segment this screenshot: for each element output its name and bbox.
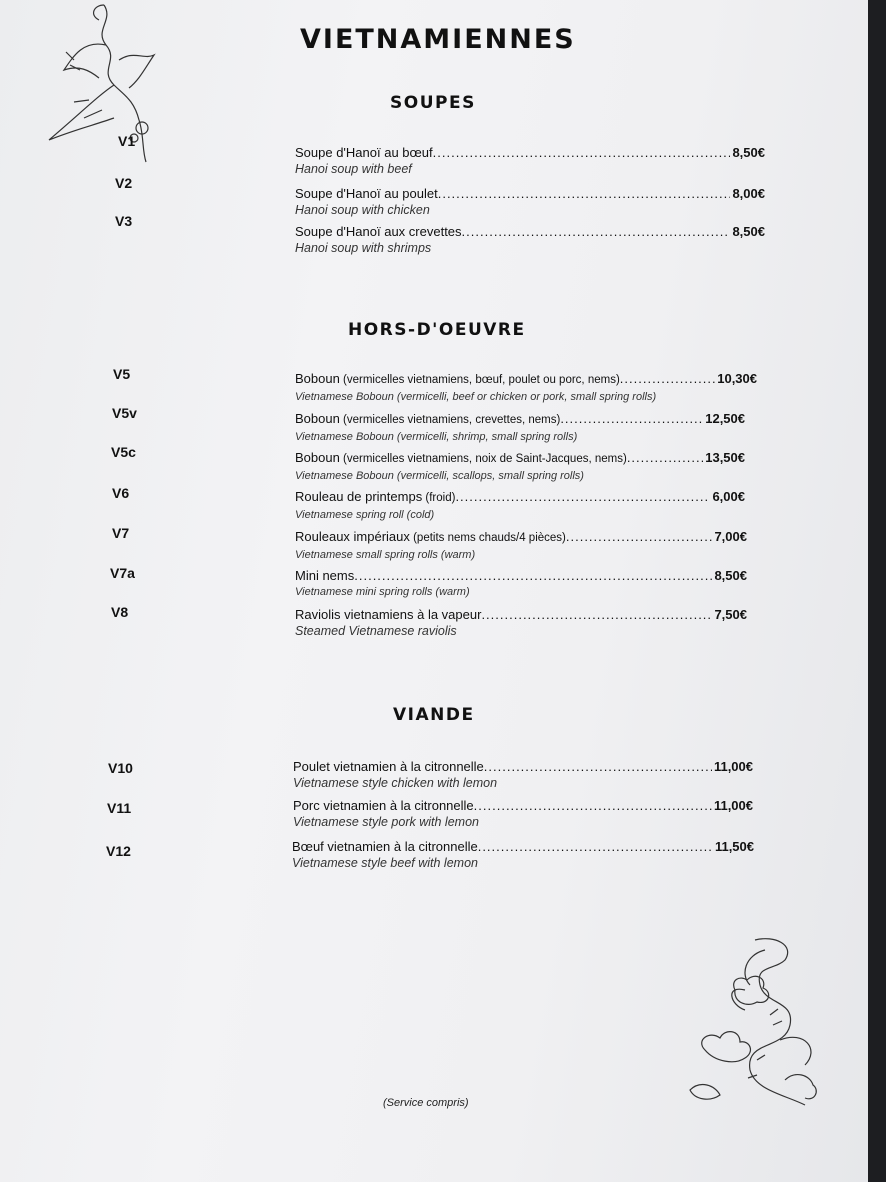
item-code: V5v <box>112 405 137 421</box>
item-name-group <box>295 370 620 389</box>
item-english: Steamed Vietnamese raviolis <box>295 624 457 638</box>
item-name: Soupe d'Hanoï aux crevettes <box>295 224 462 239</box>
item-note: (vermicelles vietnamiens, bœuf, poulet ou porc, nems) <box>339 374 620 386</box>
item-name: Porc vietnamien à la citronnelle <box>293 798 474 813</box>
item-code: V8 <box>111 604 129 620</box>
item-name: Soupe d'Hanoï au bœuf <box>295 145 433 160</box>
item-english: Hanoi soup with shrimps <box>295 241 432 255</box>
menu-item <box>295 606 747 639</box>
item-english: Vietnamese mini spring rolls (warm) <box>295 586 470 598</box>
phoenix-illustration-icon <box>44 0 164 165</box>
item-english: Vietnamese Boboun (vermicelli, scallops, small spring rolls) <box>295 470 584 482</box>
menu-item <box>295 410 745 445</box>
item-code: V7a <box>110 565 135 581</box>
leader-dots <box>433 144 731 161</box>
item-code: V6 <box>112 485 130 501</box>
item-name: Soupe d'Hanoï au poulet <box>295 186 438 201</box>
menu-item <box>293 797 753 830</box>
menu-item <box>295 449 745 484</box>
leader-dots <box>627 449 703 466</box>
service-note: (Service compris) <box>383 1097 469 1109</box>
item-note: (vermicelles vietnamiens, crevettes, nems) <box>339 414 561 426</box>
item-english: Hanoi soup with beef <box>295 162 412 176</box>
item-english: Vietnamese small spring rolls (warm) <box>295 549 476 561</box>
leader-dots <box>474 797 712 814</box>
item-name: Raviolis vietnamiens à la vapeur <box>295 607 482 622</box>
item-price: 8,50€ <box>732 145 765 160</box>
item-price: 11,00€ <box>713 798 753 813</box>
item-note: (vermicelles vietnamiens, noix de Saint-Jacques, nems) <box>339 453 627 465</box>
item-english: Vietnamese style pork with lemon <box>293 815 479 829</box>
menu-item <box>295 567 747 600</box>
item-note: (petits nems chauds/4 pièces) <box>409 532 566 544</box>
leader-dots <box>438 185 731 202</box>
section-heading-hors-doeuvre: HORS-D'OEUVRE <box>348 320 526 340</box>
item-name-group <box>295 449 627 468</box>
item-price: 7,50€ <box>714 607 747 622</box>
leader-dots <box>462 223 731 240</box>
item-english: Vietnamese style chicken with lemon <box>293 776 498 790</box>
item-english: Hanoi soup with chicken <box>295 203 430 217</box>
item-code: V1 <box>118 133 136 149</box>
menu-item <box>295 144 765 177</box>
item-code: V5c <box>111 444 136 460</box>
leader-dots <box>481 606 712 623</box>
item-english: Vietnamese Boboun (vermicelli, shrimp, small spring rolls) <box>295 431 578 443</box>
leader-dots <box>354 567 712 584</box>
menu-item <box>295 528 747 563</box>
item-english: Vietnamese Boboun (vermicelli, beef or chicken or pork, small spring rolls) <box>295 391 657 403</box>
item-name: Poulet vietnamien à la citronnelle <box>293 759 484 774</box>
item-name-group <box>295 410 560 429</box>
item-price: 8,00€ <box>732 186 765 201</box>
item-price: 10,30€ <box>717 371 757 386</box>
dragon-illustration-icon <box>685 930 835 1120</box>
table-background <box>868 0 886 1182</box>
item-name-group <box>295 528 566 547</box>
item-price: 7,00€ <box>714 529 747 544</box>
item-name: Bœuf vietnamien à la citronnelle <box>292 839 478 854</box>
item-code: V2 <box>115 175 133 191</box>
item-name: Boboun <box>295 450 340 465</box>
menu-item <box>293 758 753 791</box>
section-heading-soupes: SOUPES <box>390 93 476 113</box>
item-name: Rouleau de printemps <box>295 489 423 504</box>
item-price: 8,50€ <box>732 224 765 239</box>
leader-dots <box>455 488 710 505</box>
menu-item <box>292 838 754 871</box>
item-name: Rouleaux impériaux <box>295 529 410 544</box>
item-price: 13,50€ <box>705 450 745 465</box>
leader-dots <box>620 370 715 387</box>
item-name: Boboun <box>295 411 340 426</box>
item-code: V11 <box>107 800 132 816</box>
leader-dots <box>566 528 713 545</box>
item-price: 6,00€ <box>712 489 745 504</box>
item-price: 11,50€ <box>714 839 754 854</box>
leader-dots <box>560 410 703 427</box>
item-code: V5 <box>113 366 131 382</box>
item-note: (froid) <box>422 492 456 504</box>
menu-item <box>295 488 745 523</box>
item-code: V10 <box>108 760 133 776</box>
menu-item <box>295 185 765 218</box>
menu-item <box>295 223 765 256</box>
item-price: 12,50€ <box>705 411 745 426</box>
item-english: Vietnamese style beef with lemon <box>292 856 478 870</box>
menu-title: VIETNAMIENNES <box>300 24 576 55</box>
leader-dots <box>484 758 712 775</box>
section-heading-viande: VIANDE <box>393 705 475 725</box>
item-name: Boboun <box>295 371 340 386</box>
item-code: V3 <box>115 213 133 229</box>
item-english: Vietnamese spring roll (cold) <box>295 509 435 521</box>
leader-dots <box>478 838 713 855</box>
item-price: 11,00€ <box>713 759 753 774</box>
item-name-group <box>295 488 455 507</box>
item-code: V12 <box>106 843 131 859</box>
item-name: Mini nems <box>295 568 355 583</box>
item-code: V7 <box>112 525 130 541</box>
item-price: 8,50€ <box>714 568 747 583</box>
menu-item <box>295 370 757 405</box>
